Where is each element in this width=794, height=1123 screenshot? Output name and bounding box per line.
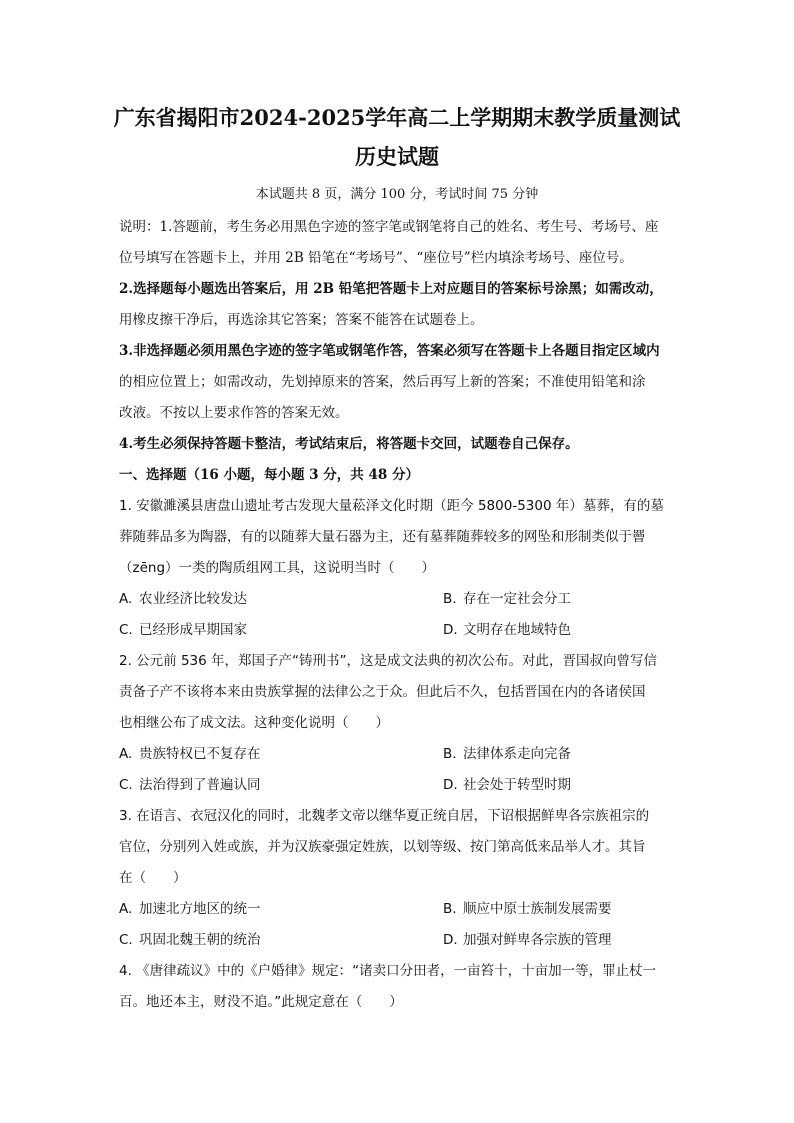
option-text: 法治得到了普遍认同: [139, 777, 261, 793]
question-2-options-row: [119, 739, 679, 770]
instruction-line: 改液。不按以上要求作答的答案无效。: [119, 405, 349, 421]
option-c: [119, 770, 261, 801]
option-text: 巩固北魏王朝的统治: [139, 932, 261, 948]
option-c: [119, 615, 247, 646]
option-letter: D.: [443, 777, 458, 793]
question-2-line: 也相继公布了成文法。这种变化说明（ ）: [119, 715, 389, 731]
instruction-line: 位号填写在答题卡上，并用 2B 铅笔在“考场号”、“座位号”栏内填涂考场号、座位号。: [119, 250, 633, 266]
option-text: 文明存在地域特色: [463, 622, 571, 638]
question-3-line: 官位，分别列入姓或族，并为汉族豪强定姓族，以划等级、按门第高低来品举人才。其旨: [119, 839, 646, 855]
question-3-line: 在（ ）: [119, 870, 187, 886]
option-text: 已经形成早期国家: [139, 622, 247, 638]
option-text: 社会处于转型时期: [463, 777, 571, 793]
question-1-options-row: [119, 584, 679, 615]
instruction-line: 说明：1.答题前，考生务必用黑色字迹的签字笔或钢笔将自己的姓名、考生号、考场号、座: [119, 219, 659, 235]
question-2-line: 责备子产不该将本来由贵族掌握的法律公之于众。但此后不久，包括晋国在内的各诸侯国: [119, 684, 646, 700]
question-1-line: （zēng）一类的陶质组网工具，这说明当时（ ）: [119, 560, 436, 576]
option-letter: C.: [119, 932, 133, 948]
option-text: 加速北方地区的统一: [139, 901, 261, 917]
option-d: [443, 770, 571, 801]
option-letter: B.: [443, 746, 457, 762]
question-2-options-row: [119, 770, 679, 801]
option-text: 贵族特权已不复存在: [139, 746, 261, 762]
question-1-options-row: [119, 615, 679, 646]
exam-content: [119, 212, 679, 1018]
option-text: 农业经济比较发达: [139, 591, 247, 607]
option-letter: B.: [443, 591, 457, 607]
exam-info: 本试题共 8 页，满分 100 分，考试时间 75 分钟: [255, 187, 539, 202]
question-4-line: 4. 《唐律疏议》中的《户婚律》规定：“诸卖口分田者，一亩笞十，十亩加一等，罪止杖一: [119, 963, 657, 979]
question-2-line: 2. 公元前 536 年，郑国子产“铸刑书”，这是成文法典的初次公布。对此，晋国叔向曾写信: [119, 653, 658, 669]
option-text: 法律体系走向完备: [463, 746, 571, 762]
question-3-line: 3. 在语言、衣冠汉化的同时，北魏孝文帝以继华夏正统自居，下诏根据鲜卑各宗族祖宗的: [119, 808, 650, 824]
question-3-options-row: [119, 894, 679, 925]
option-letter: D.: [443, 622, 458, 638]
question-4-line: 百。地还本主，财没不追。”此规定意在（ ）: [119, 994, 403, 1010]
option-letter: A.: [119, 746, 133, 762]
option-b: [443, 894, 612, 925]
instruction-line: 3.非选择题必须用黑色字迹的签字笔或钢笔作答，答案必须写在答题卡上各题目指定区域内: [119, 343, 660, 359]
exam-subject-title: 历史试题: [355, 144, 439, 169]
option-letter: A.: [119, 591, 133, 607]
option-text: 顺应中原士族制发展需要: [463, 901, 612, 917]
option-b: [443, 739, 571, 770]
option-a: [119, 584, 247, 615]
section-heading: 一、选择题（16 小题，每小题 3 分，共 48 分）: [119, 467, 419, 483]
option-letter: C.: [119, 622, 133, 638]
instruction-line: 4.考生必须保持答题卡整洁，考试结束后，将答题卡交回，试题卷自己保存。: [119, 436, 579, 452]
instruction-line: 2.选择题每小题选出答案后，用 2B 铅笔把答题卡上对应题目的答案标号涂黑；如需改动，: [119, 281, 663, 297]
question-1-line: 1. 安徽濉溪县唐盘山遗址考古发现大量菘泽文化时期（距今 5800-5300 年）墓葬，有的墓: [119, 498, 664, 514]
option-c: [119, 925, 261, 956]
option-letter: A.: [119, 901, 133, 917]
question-3-options-row: [119, 925, 679, 956]
option-b: [443, 584, 571, 615]
option-text: 存在一定社会分工: [463, 591, 571, 607]
instruction-line: 用橡皮擦干净后，再选涂其它答案；答案不能答在试题卷上。: [119, 312, 484, 328]
option-letter: C.: [119, 777, 133, 793]
option-letter: B.: [443, 901, 457, 917]
option-a: [119, 894, 261, 925]
option-d: [443, 615, 571, 646]
instruction-line: 的相应位置上；如需改动，先划掉原来的答案，然后再写上新的答案；不准使用铅笔和涂: [119, 374, 646, 390]
question-1-line: 葬随葬品多为陶器，有的以随葬大量石器为主，还有墓葬随葬较多的网坠和形制类似于罾: [119, 529, 646, 545]
option-text: 加强对鲜卑各宗族的管理: [463, 932, 612, 948]
option-letter: D.: [443, 932, 458, 948]
option-a: [119, 739, 261, 770]
option-d: [443, 925, 612, 956]
exam-title: 广东省揭阳市2024-2025学年高二上学期期末教学质量测试: [113, 105, 681, 130]
